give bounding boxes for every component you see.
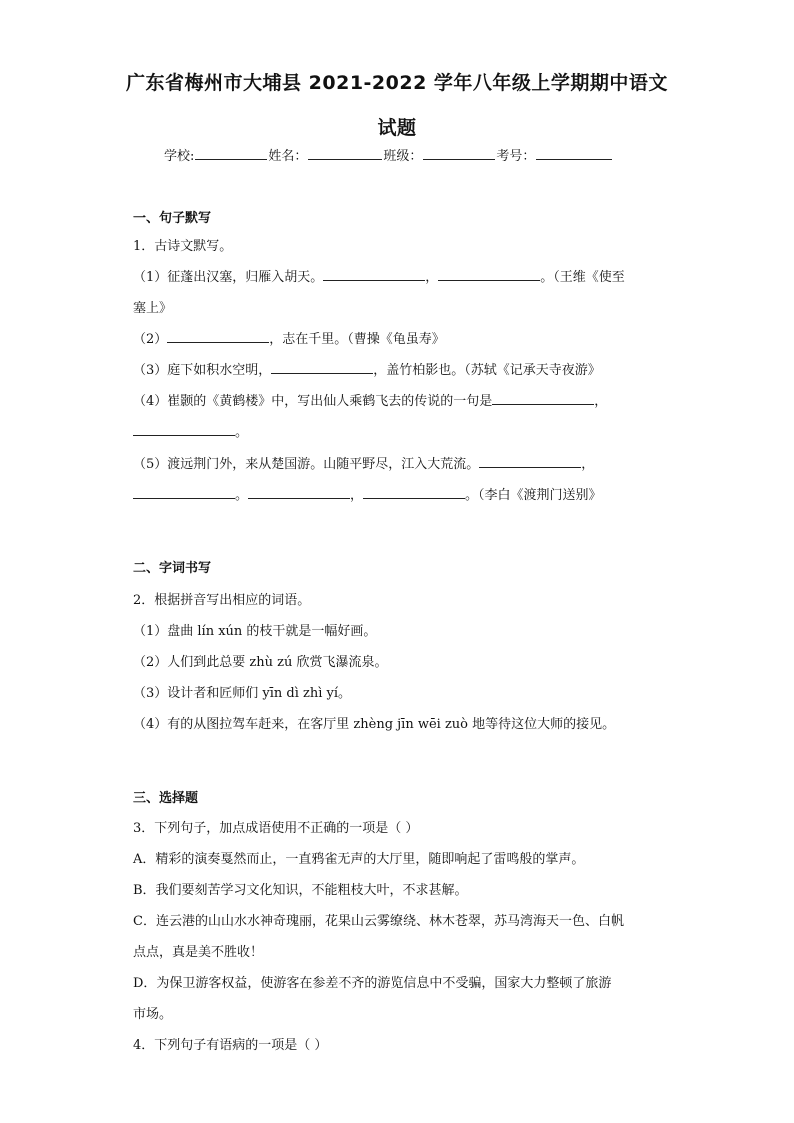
q1-item2 [133, 328, 445, 347]
q1-stem: 1．古诗文默写。 [133, 239, 233, 254]
q1-item5-blank-a[interactable] [479, 455, 581, 468]
q1-item1-text: （1）征蓬出汉塞，归雁入胡天。 [133, 270, 324, 285]
q3-stem: 3．下列句子，加点成语使用不正确的一项是（ ） [133, 821, 419, 836]
name-label: 姓名： [268, 149, 308, 164]
q2-item4: （4）有的从图拉驾车赶来，在客厅里 zhèng jīn wēi zuò 地等待这位大师的接见。 [133, 717, 616, 732]
q1-item3-blank[interactable] [271, 361, 373, 374]
section-heading-1: 一、句子默写 [133, 211, 212, 226]
q1-item4-cont [133, 421, 248, 440]
section-heading-2: 二、字词书写 [133, 561, 212, 576]
q2-item1: （1）盘曲 lín xún 的枝干就是一幅好画。 [133, 624, 377, 639]
q1-item4 [133, 390, 607, 409]
number-blank[interactable] [536, 147, 612, 160]
exam-title-line1: 广东省梅州市大埔县 2021-2022 学年八年级上学期期中语文 [126, 72, 668, 94]
q1-item5-source: 。（李白《渡荆门送别》 [465, 488, 602, 503]
q1-item5-blank-d[interactable] [363, 486, 465, 499]
q1-item2-blank[interactable] [167, 330, 269, 343]
q1-item5-sep3: ， [350, 488, 364, 503]
q1-item1-blank-b[interactable] [438, 268, 540, 281]
q3-option-c[interactable]: C．连云港的山山水水神奇瑰丽，花果山云雾缭绕、林木苍翠，苏马湾海天一色、白帆 [133, 914, 624, 929]
q2-item3: （3）设计者和匠师们 yīn dì zhì yí。 [133, 686, 352, 701]
q1-item5-sep2: 。 [235, 488, 249, 503]
q1-item4-blank-b[interactable] [133, 423, 235, 436]
q1-item5-blank-b[interactable] [133, 486, 235, 499]
q1-item5-text: （5）渡远荆门外，来从楚国游。山随平野尽，江入大荒流。 [133, 457, 480, 472]
q1-item3-text: （3）庭下如积水空明， [133, 363, 272, 378]
q1-item3 [133, 359, 601, 378]
q1-item2-text: ，志在千里。（曹操《龟虽寿》 [269, 332, 445, 347]
q3-option-a[interactable]: A．精彩的演奏戛然而止，一直鸦雀无声的大厅里，随即响起了雷鸣般的掌声。 [133, 852, 585, 867]
section-heading-3: 三、选择题 [133, 791, 199, 806]
class-label: 班级： [383, 149, 423, 164]
q1-item2-num: （2） [133, 332, 168, 347]
exam-title-line2: 试题 [377, 117, 417, 139]
q3-option-d-cont: 市场。 [133, 1007, 173, 1022]
q1-item4-blank-a[interactable] [492, 392, 594, 405]
q1-item4-sep: ， [594, 394, 608, 409]
school-blank[interactable] [195, 147, 267, 160]
q4-stem: 4．下列句子有语病的一项是（ ） [133, 1038, 328, 1053]
student-info-row [164, 145, 613, 164]
name-blank[interactable] [308, 147, 382, 160]
q1-item5-cont [133, 484, 602, 503]
q1-item5 [133, 453, 594, 472]
q1-item5-sep1: ， [581, 457, 595, 472]
q1-item1-sep: ， [425, 270, 439, 285]
number-label: 考号： [496, 149, 536, 164]
q3-option-c-cont: 点点，真是美不胜收！ [133, 945, 264, 960]
q1-item4-end: 。 [235, 425, 249, 440]
q2-item2: （2）人们到此总要 zhù zú 欣赏飞瀑流泉。 [133, 655, 388, 670]
q1-item1-blank-a[interactable] [323, 268, 425, 281]
q1-item1-cont: 塞上》 [133, 301, 173, 316]
q1-item3-source: ，盖竹柏影也。（苏轼《记承天寺夜游》 [373, 363, 601, 378]
q3-option-b[interactable]: B．我们要刻苦学习文化知识，不能粗枝大叶，不求甚解。 [133, 883, 468, 898]
q1-item1 [133, 266, 625, 285]
school-label: 学校: [164, 149, 195, 164]
q3-option-d[interactable]: D．为保卫游客权益，使游客在参差不齐的游览信息中不受骗，国家大力整顿了旅游 [133, 976, 612, 991]
q1-item4-text: （4）崔颢的《黄鹤楼》中，写出仙人乘鹤飞去的传说的一句是 [133, 394, 493, 409]
q1-item1-source: 。（王维《使至 [540, 270, 625, 285]
class-blank[interactable] [423, 147, 495, 160]
q2-stem: 2．根据拼音写出相应的词语。 [133, 593, 311, 608]
q1-item5-blank-c[interactable] [248, 486, 350, 499]
